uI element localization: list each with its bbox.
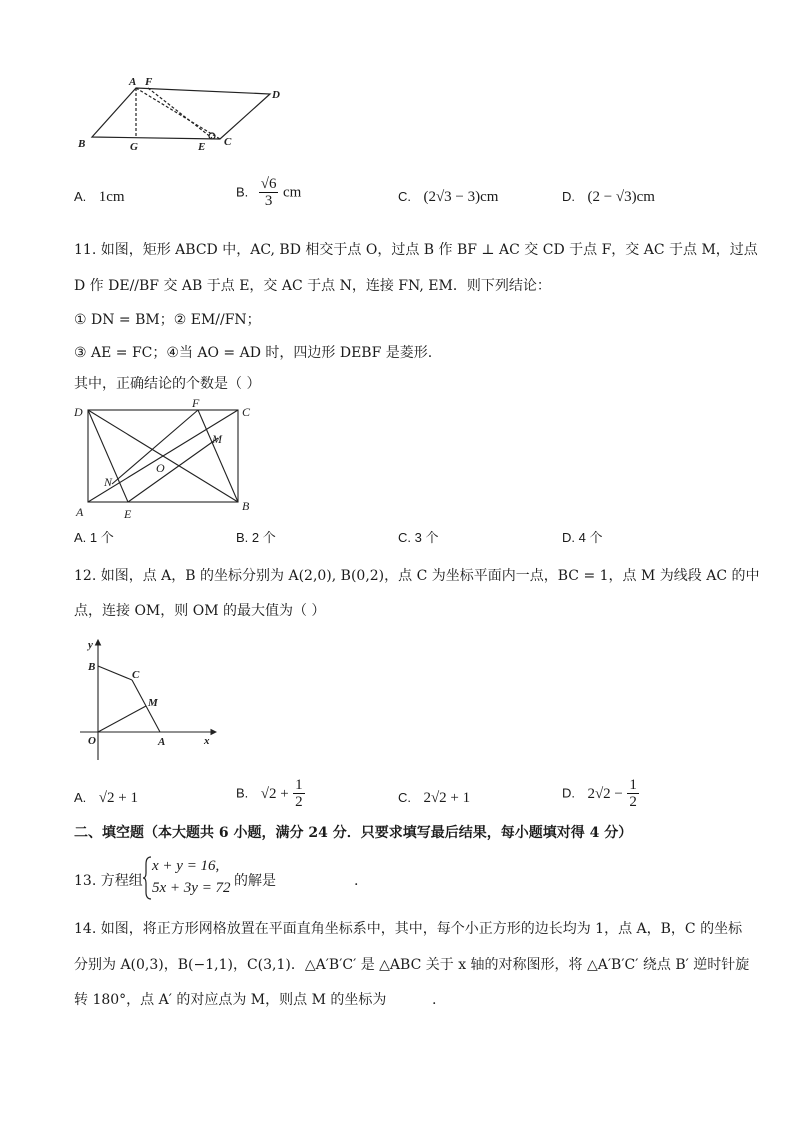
label-c: C	[242, 405, 251, 419]
q14-line-1: 14. 如图，将正方形网格放置在平面直角坐标系中，其中，每个小正方形的边长均为 1，点 A，B，C 的坐标	[74, 921, 743, 937]
diagonal-ac	[136, 88, 220, 139]
q11-figure	[70, 398, 270, 526]
q13-equation-1: x + y = 16,	[152, 858, 220, 874]
label-b: B	[78, 138, 86, 150]
label-b: B	[88, 661, 96, 673]
label-m: M	[212, 432, 222, 446]
label-a: A	[129, 76, 137, 88]
q10-option-c[interactable]: C. (2√3 − 3)cm	[398, 189, 499, 205]
label-e: E	[198, 141, 206, 153]
section-heading: 二、填空题（本大题共 6 小题，满分 24 分．只要求填写最后结果，每小题填对得 4 分）	[74, 825, 633, 841]
label-o: O	[156, 461, 165, 475]
segment-fn	[112, 410, 198, 484]
q14-answer-blank-end[interactable]: .	[432, 992, 437, 1008]
segment-bf	[198, 410, 238, 502]
segment-em	[128, 438, 218, 502]
q13-answer-blank-end[interactable]: .	[354, 873, 359, 889]
label-c: C	[132, 669, 140, 681]
q12-line-1: 12. 如图，点 A，B 的坐标分别为 A(2,0), B(0,2)，点 C 为坐标平面内一点，BC = 1，点 M 为线段 AC 的中	[74, 568, 760, 584]
q12-figure	[76, 634, 221, 762]
label-d: D	[272, 89, 280, 101]
q13-prefix: 13. 方程组	[74, 873, 143, 889]
label-m: M	[148, 697, 158, 709]
segment-bc	[98, 666, 132, 680]
fraction-one-half: $\frac{1}{2}$	[629, 777, 637, 810]
q12-option-a[interactable]: A. √2 + 1	[74, 790, 138, 806]
label-g: G	[130, 141, 138, 153]
q13-suffix: 的解是	[234, 873, 276, 889]
q10-figure	[70, 70, 290, 160]
fold-line-fe	[148, 88, 212, 138]
q10-option-d[interactable]: D. (2 − √3)cm	[562, 189, 655, 205]
label-f: F	[192, 398, 200, 410]
q11-line-2: D 作 DE//BF 交 AB 于点 E，交 AC 于点 N，连接 FN, EM．则下列结论：	[74, 278, 551, 294]
label-d: D	[74, 405, 83, 419]
fraction-one-half: $\frac{1}{2}$	[295, 777, 303, 810]
fraction-sqrt6-over-3: $\frac{√6}{3}$	[260, 176, 277, 209]
q11-option-a[interactable]: A. 1 个	[74, 530, 114, 545]
label-f: F	[145, 76, 153, 88]
label-c: C	[224, 136, 232, 148]
q12-option-c[interactable]: C. 2√2 + 1	[398, 790, 471, 806]
label-a: A	[76, 505, 84, 519]
q14-line-2: 分别为 A(0,3)，B(−1,1)，C(3,1)．△A′B′C′ 是 △ABC 关于 x 轴的对称图形，将 △A′B′C′ 绕点 B′ 逆时针旋	[74, 957, 750, 973]
q11-line-1: 11. 如图，矩形 ABCD 中，AC, BD 相交于点 O，过点 B 作 BF ⊥ AC 交 CD 于点 F，交 AC 于点 M，过点	[74, 242, 758, 258]
segment-om	[98, 706, 146, 732]
q11-option-c[interactable]: C. 3 个	[398, 530, 439, 545]
label-x: x	[204, 735, 210, 747]
label-o: O	[88, 735, 96, 747]
q11-option-b[interactable]: B. 2 个	[236, 530, 276, 545]
q11-line-3: ① DN = BM；② EM//FN；	[74, 312, 261, 328]
brace-icon	[142, 856, 152, 900]
q13-equation-2: 5x + 3y = 72	[152, 880, 231, 896]
q11-option-d[interactable]: D. 4 个	[562, 530, 603, 545]
q10-option-b[interactable]: B. $\frac{√6}{3}$ cm	[236, 176, 302, 209]
label-y: y	[88, 639, 93, 651]
q10-option-a[interactable]: A. 1cm	[74, 189, 125, 205]
label-e: E	[124, 507, 132, 521]
label-n: N	[104, 475, 113, 489]
q11-line-4: ③ AE = FC；④当 AO = AD 时，四边形 DEBF 是菱形.	[74, 345, 433, 361]
q12-line-2: 点，连接 OM，则 OM 的最大值为（ ）	[74, 603, 326, 619]
label-a: A	[158, 736, 166, 748]
q14-line-3: 转 180°，点 A′ 的对应点为 M，则点 M 的坐标为	[74, 992, 387, 1008]
q11-line-5: 其中，正确结论的个数是（ ）	[74, 376, 261, 392]
q12-option-d[interactable]: D. 2√2 − $\frac{1}{2}$	[562, 777, 637, 810]
q12-option-b[interactable]: B. √2 + $\frac{1}{2}$	[236, 777, 303, 810]
label-b: B	[242, 499, 250, 513]
